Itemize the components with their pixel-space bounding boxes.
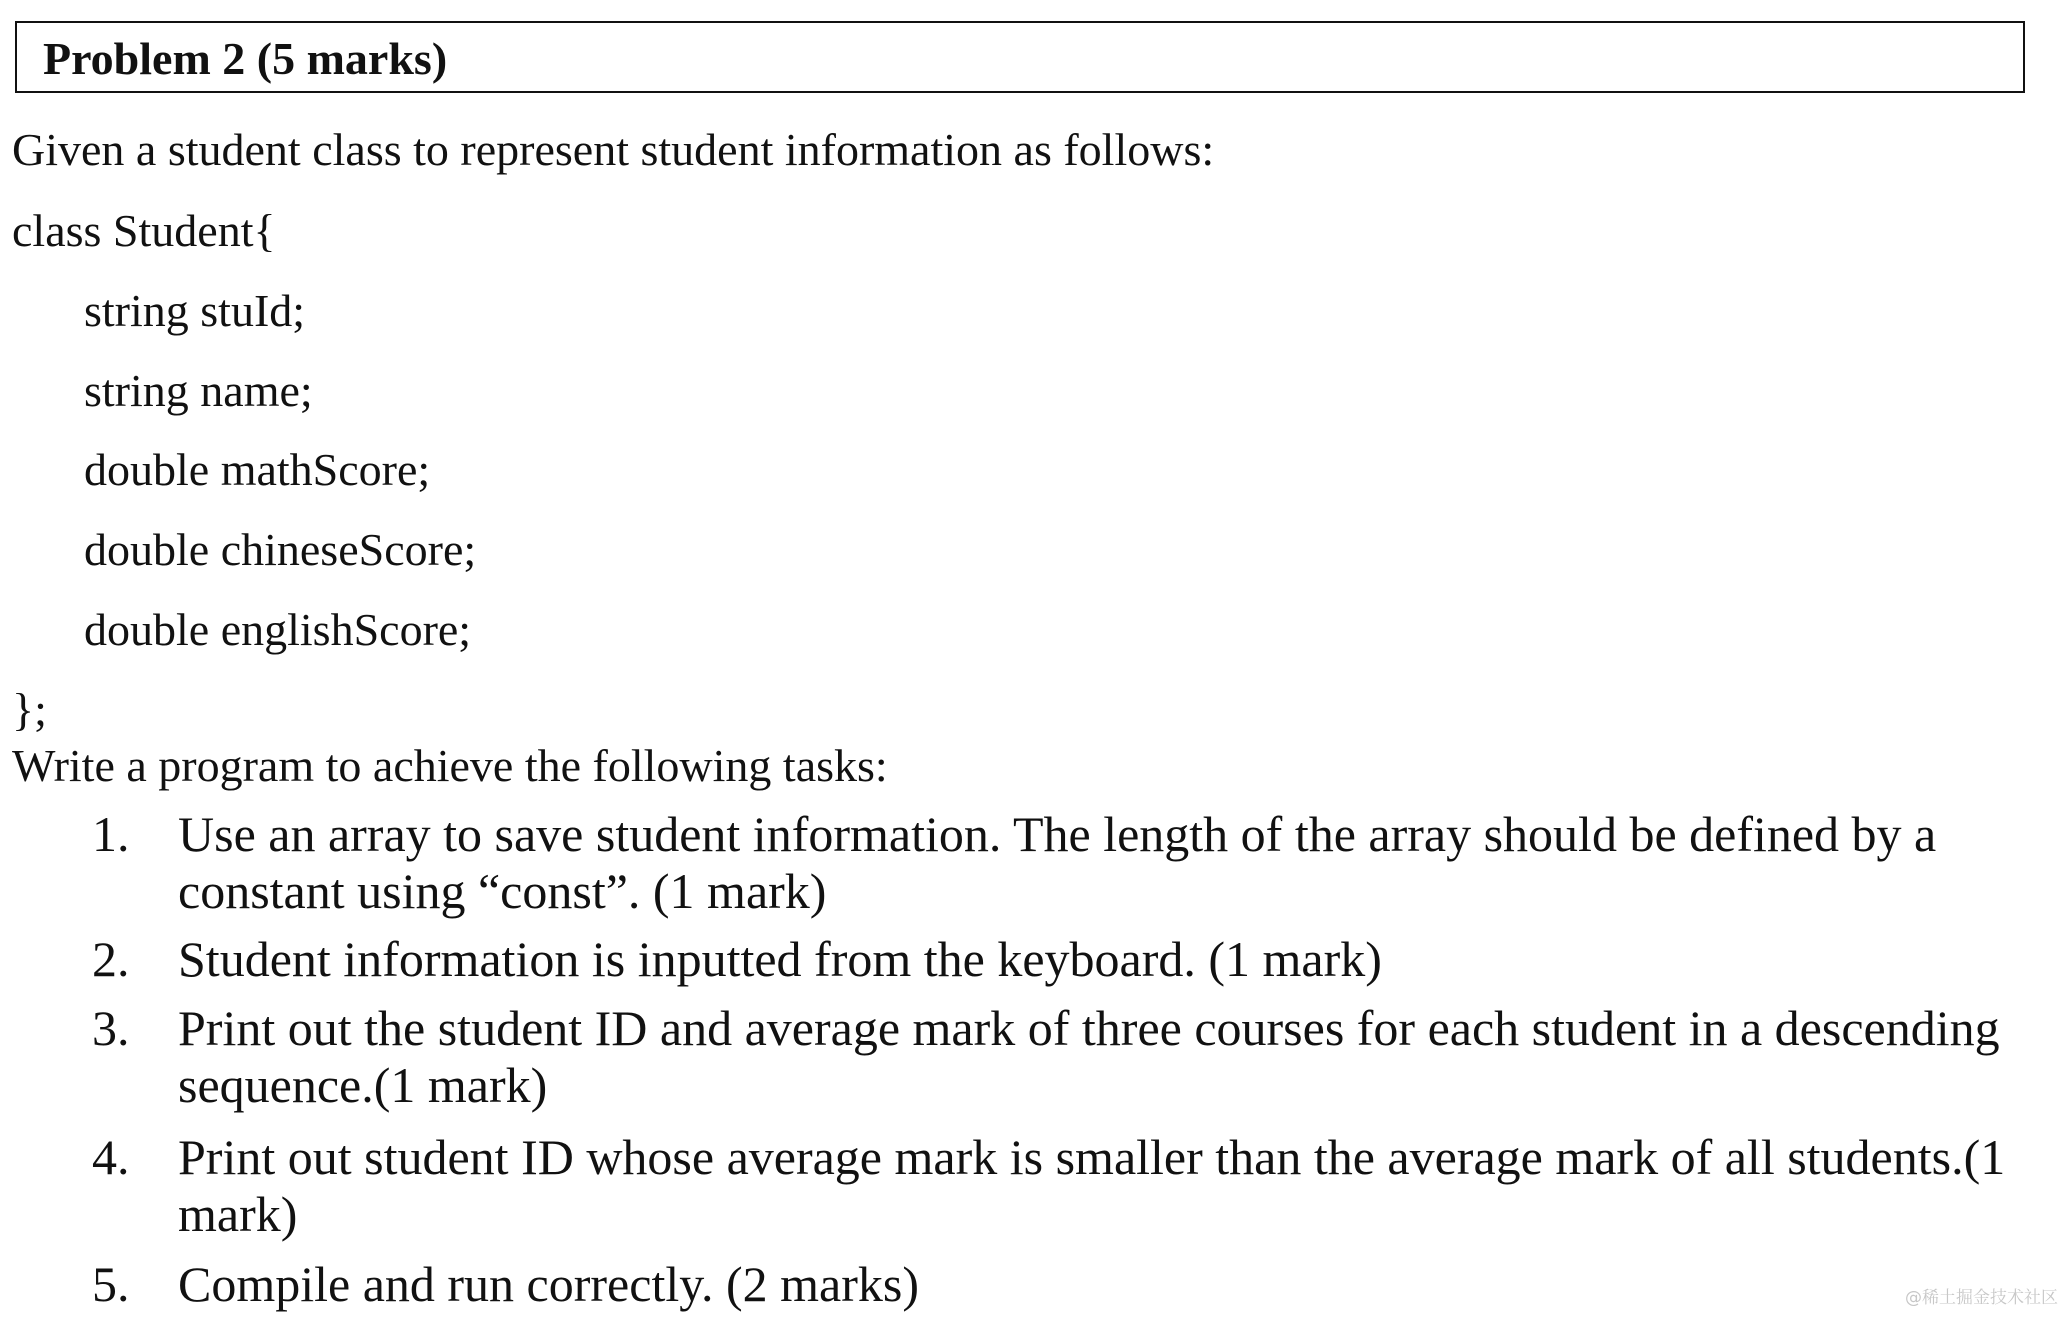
task-2-line-1: Student information is inputted from the keyboard. (1 mark): [178, 931, 1382, 987]
task-1-line-2: constant using “const”. (1 mark): [178, 863, 827, 919]
code-class-open: class Student{: [12, 205, 276, 256]
code-field-chinesescore: double chineseScore;: [84, 524, 477, 575]
task-number: 1.: [92, 806, 130, 862]
intro-text: Given a student class to represent student information as follows:: [12, 124, 1215, 175]
problem-title: Problem 2 (5 marks): [43, 33, 448, 84]
code-field-mathscore: double mathScore;: [84, 444, 431, 495]
code-field-stuid: string stuId;: [84, 285, 306, 336]
task-number: 2.: [92, 931, 130, 987]
task-number: 5.: [92, 1256, 130, 1312]
task-number: 3.: [92, 1000, 130, 1056]
tasks-intro-text: Write a program to achieve the following tasks:: [12, 740, 888, 791]
task-3-line-1: Print out the student ID and average mark of three courses for each student in a descending: [178, 1000, 2000, 1056]
task-3-line-2: sequence.(1 mark): [178, 1057, 548, 1113]
task-number: 4.: [92, 1129, 130, 1185]
code-field-name: string name;: [84, 365, 313, 416]
task-1-line-1: Use an array to save student information. The length of the array should be defined by a: [178, 806, 1937, 862]
watermark-text: @稀土掘金技术社区: [1905, 1288, 2058, 1308]
problem-header-box: [15, 21, 2025, 93]
code-field-englishscore: double englishScore;: [84, 604, 472, 655]
task-4-line-2: mark): [178, 1186, 298, 1242]
code-class-close: };: [12, 684, 47, 735]
task-4-line-1: Print out student ID whose average mark is smaller than the average mark of all students.(1: [178, 1129, 2006, 1185]
task-5-line-1: Compile and run correctly. (2 marks): [178, 1256, 919, 1312]
